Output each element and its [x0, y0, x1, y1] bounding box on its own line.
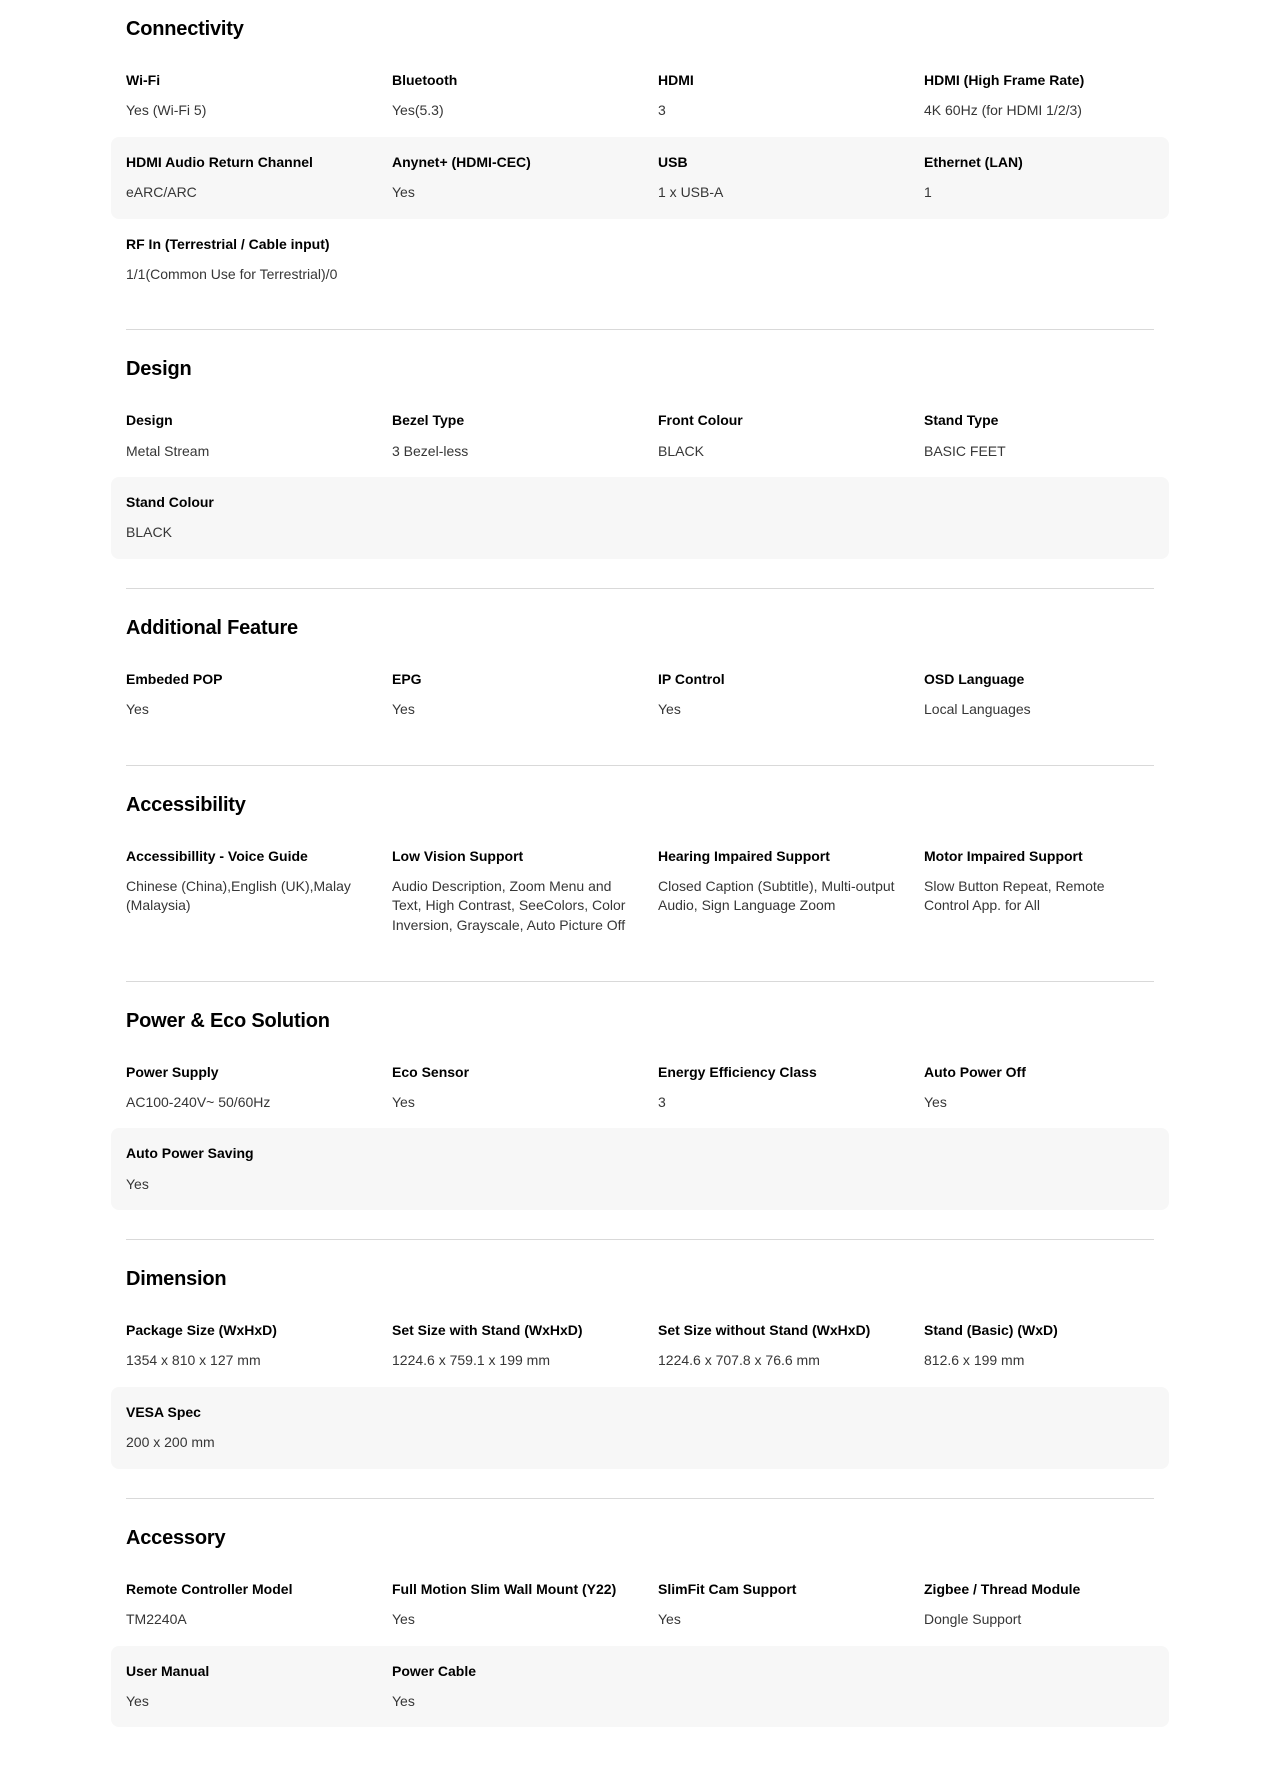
spec-item-user-manual	[126, 1662, 392, 1712]
spec-label: Set Size without Stand (WxHxD)	[658, 1322, 871, 1339]
spec-row	[111, 1387, 1169, 1469]
spec-value: 812.6 x 199 mm	[924, 1352, 1025, 1369]
section-divider	[126, 765, 1154, 766]
spec-row	[111, 395, 1169, 477]
spec-value: Yes	[658, 701, 681, 718]
spec-value: Yes (Wi-Fi 5)	[126, 102, 207, 119]
spec-row	[111, 1047, 1169, 1129]
spec-item-rf-in-terrestrial-cable-input	[126, 235, 392, 285]
spec-label: VESA Spec	[126, 1404, 201, 1420]
spec-row	[111, 219, 1169, 301]
section-power-eco-solution	[111, 1010, 1169, 1211]
spec-value: BLACK	[658, 442, 704, 459]
section-divider	[126, 981, 1154, 982]
spec-item-design	[126, 411, 392, 461]
spec-label: SlimFit Cam Support	[658, 1580, 797, 1597]
spec-row	[111, 1305, 1169, 1387]
spec-value: Dongle Support	[924, 1610, 1022, 1627]
spec-value: Slow Button Repeat, Remote Control App. for All	[924, 877, 1105, 914]
spec-label: Power Cable	[392, 1662, 477, 1679]
spec-value: 1	[924, 183, 932, 200]
spec-label: USB	[658, 153, 688, 170]
spec-label: Accessibillity - Voice Guide	[126, 847, 308, 864]
spec-item-auto-power-off	[924, 1063, 1154, 1113]
spec-item-set-size-without-stand-wxhxd	[658, 1321, 924, 1371]
spec-label: EPG	[392, 670, 422, 687]
spec-value: TM2240A	[126, 1610, 187, 1627]
spec-label: IP Control	[658, 670, 725, 687]
section-divider	[126, 588, 1154, 589]
spec-label: Front Colour	[658, 412, 743, 429]
spec-item-anynet-hdmi-cec	[392, 153, 658, 203]
spec-value: Yes	[126, 701, 149, 718]
section-connectivity	[111, 18, 1169, 300]
section-title: Accessibility	[126, 793, 246, 816]
spec-value: 3	[658, 1093, 666, 1110]
spec-item-hdmi	[658, 71, 924, 121]
spec-value: Closed Caption (Subtitle), Multi-output Audio, Sign Language Zoom	[658, 877, 895, 914]
spec-label: Stand Type	[924, 412, 999, 429]
spec-label: Energy Efficiency Class	[658, 1063, 817, 1080]
spec-label: Bluetooth	[392, 72, 458, 88]
spec-item-energy-efficiency-class	[658, 1063, 924, 1113]
spec-label: OSD Language	[924, 670, 1025, 687]
spec-label: User Manual	[126, 1662, 210, 1679]
spec-item-low-vision-support	[392, 847, 658, 936]
spec-item-stand-basic-wxd	[924, 1321, 1154, 1371]
spec-value: Chinese (China),English (UK),Malay (Malaysia)	[126, 877, 351, 914]
spec-value: 200 x 200 mm	[126, 1434, 215, 1451]
spec-value: Yes	[392, 183, 415, 200]
spec-item-usb	[658, 153, 924, 203]
spec-value: Yes(5.3)	[392, 102, 444, 119]
spec-item-epg	[392, 670, 658, 720]
spec-item-ethernet-lan	[924, 153, 1154, 203]
spec-label: Stand (Basic) (WxD)	[924, 1322, 1058, 1339]
section-title: Connectivity	[126, 18, 244, 40]
spec-value: 1224.6 x 707.8 x 76.6 mm	[658, 1352, 820, 1369]
spec-row	[111, 137, 1169, 219]
spec-value: Local Languages	[924, 701, 1031, 718]
spec-value: Yes	[392, 701, 415, 718]
spec-item-set-size-with-stand-wxhxd	[392, 1321, 658, 1371]
spec-label: Full Motion Slim Wall Mount (Y22)	[392, 1580, 617, 1597]
spec-label: Motor Impaired Support	[924, 847, 1083, 864]
spec-value: Yes	[392, 1692, 415, 1709]
section-title: Dimension	[126, 1268, 227, 1291]
spec-row	[111, 1564, 1169, 1646]
spec-value: AC100-240V~ 50/60Hz	[126, 1093, 271, 1110]
section-title: Accessory	[126, 1526, 226, 1549]
spec-label: Bezel Type	[392, 412, 465, 429]
spec-label: Stand Colour	[126, 494, 214, 511]
spec-item-ip-control	[658, 670, 924, 720]
spec-item-zigbee-thread-module	[924, 1580, 1154, 1630]
spec-value: 3 Bezel-less	[392, 442, 469, 459]
spec-value: 4K 60Hz (for HDMI 1/2/3)	[924, 102, 1082, 119]
spec-item-stand-colour	[126, 493, 392, 543]
section-dimension	[111, 1268, 1169, 1469]
spec-item-power-supply	[126, 1063, 392, 1113]
spec-label: Ethernet (LAN)	[924, 153, 1023, 170]
spec-item-embeded-pop	[126, 670, 392, 720]
spec-value: Yes	[392, 1093, 415, 1110]
spec-label: Anynet+ (HDMI-CEC)	[392, 153, 531, 170]
spec-item-osd-language	[924, 670, 1154, 720]
section-design	[111, 358, 1169, 559]
spec-label: Auto Power Off	[924, 1063, 1026, 1080]
spec-label: RF In (Terrestrial / Cable input)	[126, 235, 330, 252]
spec-label: Zigbee / Thread Module	[924, 1580, 1081, 1597]
spec-item-hdmi-audio-return-channel	[126, 153, 392, 203]
spec-item-bluetooth	[392, 71, 658, 121]
section-accessibility	[111, 794, 1169, 952]
spec-item-hearing-impaired-support	[658, 847, 924, 916]
spec-value: Yes	[126, 1175, 149, 1192]
section-divider	[126, 1239, 1154, 1240]
spec-row	[111, 55, 1169, 137]
spec-label: Design	[126, 412, 173, 429]
spec-label: Eco Sensor	[392, 1063, 470, 1080]
spec-row	[111, 831, 1169, 952]
spec-label: HDMI	[658, 72, 694, 88]
spec-row	[111, 654, 1169, 736]
spec-item-remote-controller-model	[126, 1580, 392, 1630]
section-title: Additional Feature	[126, 616, 298, 639]
spec-row	[111, 477, 1169, 559]
spec-value: Metal Stream	[126, 442, 210, 459]
spec-page	[111, 0, 1169, 1777]
spec-item-vesa-spec	[126, 1403, 392, 1453]
spec-label: Package Size (WxHxD)	[126, 1322, 277, 1339]
spec-value: BLACK	[126, 524, 172, 541]
spec-value: Audio Description, Zoom Menu and Text, High Contrast, SeeColors, Color Inversion, Grayscale, Auto Picture Off	[392, 877, 626, 934]
spec-value: BASIC FEET	[924, 442, 1006, 459]
spec-item-motor-impaired-support	[924, 847, 1154, 916]
spec-item-bezel-type	[392, 411, 658, 461]
spec-item-front-colour	[658, 411, 924, 461]
spec-item-stand-type	[924, 411, 1154, 461]
spec-label: Hearing Impaired Support	[658, 847, 830, 864]
spec-value: 1224.6 x 759.1 x 199 mm	[392, 1352, 550, 1369]
spec-item-slimfit-cam-support	[658, 1580, 924, 1630]
spec-value: 1/1(Common Use for Terrestrial)/0	[126, 265, 338, 282]
spec-item-eco-sensor	[392, 1063, 658, 1113]
spec-item-full-motion-slim-wall-mount-y22	[392, 1580, 658, 1630]
spec-label: Auto Power Saving	[126, 1145, 254, 1162]
spec-item-power-cable	[392, 1662, 658, 1712]
spec-label: Remote Controller Model	[126, 1580, 293, 1597]
spec-value: Yes	[392, 1610, 415, 1627]
spec-value: Yes	[658, 1610, 681, 1627]
spec-label: Wi-Fi	[126, 72, 161, 88]
section-title: Design	[126, 358, 192, 381]
spec-label: Set Size with Stand (WxHxD)	[392, 1322, 583, 1339]
spec-item-accessibillity-voice-guide	[126, 847, 392, 916]
section-title: Power & Eco Solution	[126, 1009, 330, 1032]
section-divider	[126, 329, 1154, 330]
spec-item-wi-fi	[126, 71, 392, 121]
spec-value: 3	[658, 102, 666, 119]
spec-value: Yes	[924, 1093, 947, 1110]
spec-row	[111, 1646, 1169, 1728]
spec-label: HDMI Audio Return Channel	[126, 153, 313, 170]
section-additional-feature	[111, 617, 1169, 736]
spec-value: 1 x USB-A	[658, 183, 724, 200]
spec-label: Power Supply	[126, 1063, 219, 1080]
section-accessory	[111, 1527, 1169, 1728]
spec-value: Yes	[126, 1692, 149, 1709]
spec-value: eARC/ARC	[126, 183, 197, 200]
spec-value: 1354 x 810 x 127 mm	[126, 1352, 261, 1369]
spec-label: Embeded POP	[126, 670, 223, 687]
spec-label: Low Vision Support	[392, 847, 524, 864]
spec-item-auto-power-saving	[126, 1144, 392, 1194]
spec-item-hdmi-high-frame-rate	[924, 71, 1154, 121]
spec-item-package-size-wxhxd	[126, 1321, 392, 1371]
spec-label: HDMI (High Frame Rate)	[924, 72, 1085, 88]
section-divider	[126, 1498, 1154, 1499]
spec-row	[111, 1128, 1169, 1210]
